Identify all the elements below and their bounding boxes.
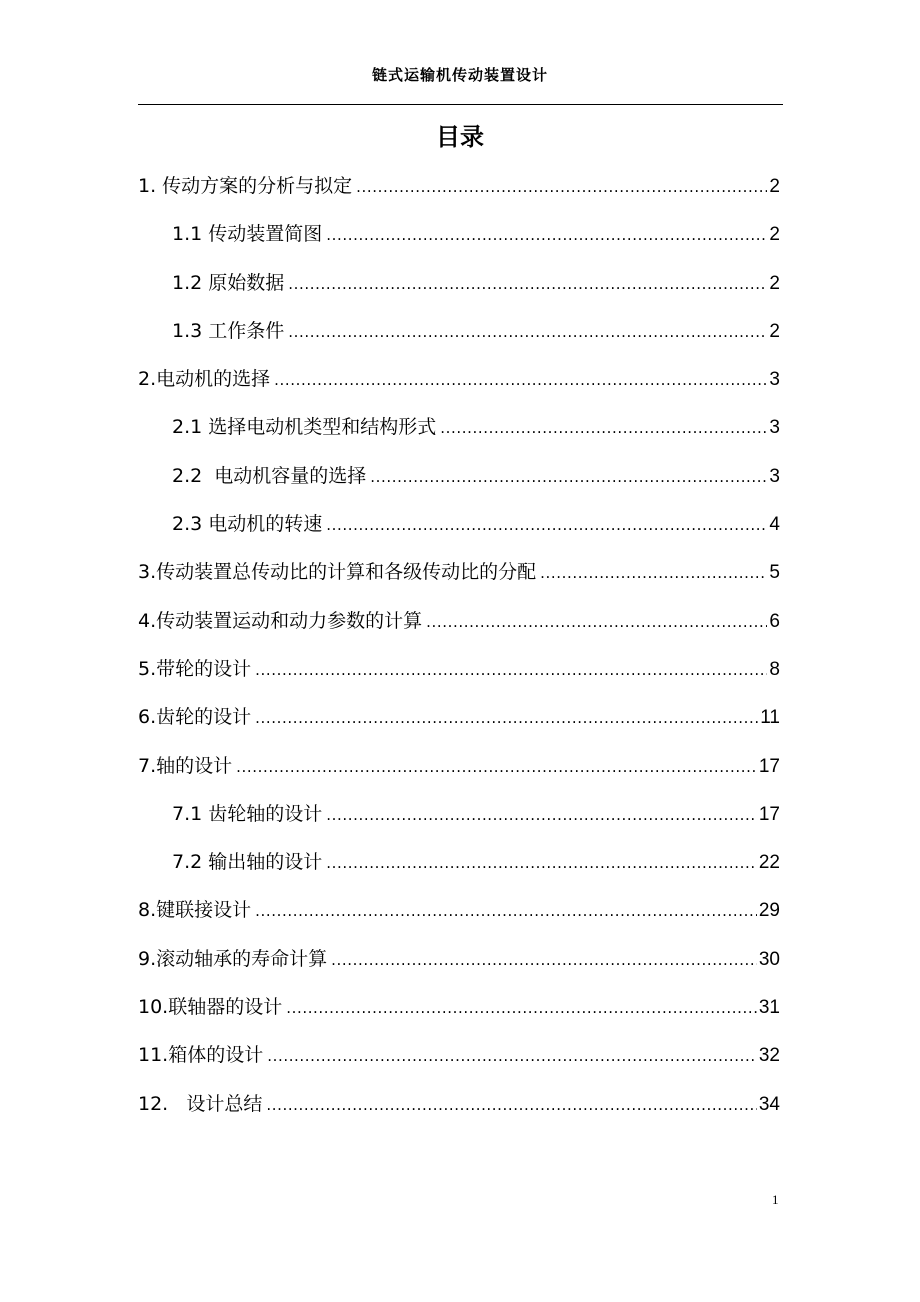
toc-entry-page: 30	[758, 948, 780, 970]
toc-entry[interactable]	[138, 838, 780, 886]
dot-leader	[326, 501, 767, 549]
toc-entry-page: 3	[769, 465, 780, 487]
toc-entry-label: 12. 设计总结	[138, 1092, 263, 1115]
dot-leader	[326, 211, 767, 259]
toc-entry-label: 2.电动机的选择	[138, 368, 271, 391]
toc-entry[interactable]	[138, 355, 780, 403]
toc-entry-page: 4	[769, 514, 780, 536]
toc-entry-label: 7.2 输出轴的设计	[172, 851, 323, 874]
toc-entry-page: 11	[760, 707, 780, 729]
toc-entry-page: 8	[769, 658, 780, 680]
toc-entry[interactable]	[138, 403, 780, 451]
toc-entry-label: 7.轴的设计	[138, 754, 233, 777]
toc-entry-label: 4.传动装置运动和动力参数的计算	[138, 609, 423, 632]
toc-entry[interactable]	[138, 597, 780, 645]
toc-entry-page: 34	[758, 1093, 780, 1115]
dot-leader	[288, 260, 767, 308]
toc-entry-page: 17	[758, 803, 780, 825]
toc-entry-page: 2	[769, 272, 780, 294]
running-header-title: 链式运输机传动装置设计	[371, 66, 548, 84]
toc-entry[interactable]	[138, 693, 780, 741]
toc-entry-label: 2.1 选择电动机类型和结构形式	[172, 416, 437, 439]
toc-entry-label: 1.1 传动装置简图	[172, 223, 323, 246]
dot-leader	[255, 646, 767, 694]
dot-leader	[288, 308, 767, 356]
toc-entry-label: 9.滚动轴承的寿命计算	[138, 947, 328, 970]
toc-entry[interactable]	[138, 307, 780, 355]
toc-entry-page: 5	[769, 562, 780, 584]
dot-leader	[274, 356, 767, 404]
toc-entry-page: 31	[758, 997, 780, 1019]
toc-entry-page: 22	[758, 852, 780, 874]
toc-entry-label: 10.联轴器的设计	[138, 996, 283, 1019]
toc-entry[interactable]	[138, 210, 780, 258]
toc-entry[interactable]	[138, 1080, 780, 1128]
page-number: 1	[772, 1192, 779, 1207]
toc-entry-page: 2	[769, 224, 780, 246]
toc-entry[interactable]	[138, 645, 780, 693]
dot-leader	[356, 163, 767, 211]
toc-entry[interactable]	[138, 886, 780, 934]
toc-entry[interactable]	[138, 452, 780, 500]
dot-leader	[370, 453, 767, 501]
toc-entry-label: 2.3 电动机的转速	[172, 513, 323, 536]
dot-leader	[266, 1081, 757, 1129]
dot-leader	[426, 598, 767, 646]
toc-entry-label: 3.传动装置总传动比的计算和各级传动比的分配	[138, 561, 537, 584]
toc-entry-page: 2	[769, 320, 780, 342]
toc-entry-label: 8.键联接设计	[138, 899, 252, 922]
toc-entry-page: 2	[769, 176, 780, 197]
table-of-contents	[138, 162, 780, 1128]
toc-entry-label: 1.3 工作条件	[172, 319, 285, 342]
toc-entry-label: 2.2 电动机容量的选择	[172, 464, 367, 487]
dot-leader	[255, 887, 757, 935]
toc-entry-label: 5.带轮的设计	[138, 657, 252, 680]
toc-entry-page: 3	[769, 417, 780, 439]
dot-leader	[440, 404, 767, 452]
toc-entry-page: 32	[758, 1045, 780, 1067]
dot-leader	[255, 694, 758, 742]
dot-leader	[326, 791, 757, 839]
dot-leader	[326, 839, 757, 887]
toc-entry[interactable]	[138, 790, 780, 838]
toc-entry-page: 29	[758, 900, 780, 922]
toc-entry-page: 3	[769, 369, 780, 391]
toc-heading: 目录	[436, 123, 484, 151]
toc-entry-label: 7.1 齿轮轴的设计	[172, 802, 323, 825]
dot-leader	[267, 1032, 757, 1080]
dot-leader	[540, 549, 767, 597]
dot-leader	[286, 984, 757, 1032]
toc-entry[interactable]	[138, 500, 780, 548]
header-divider	[138, 104, 783, 105]
toc-entry-label: 6.齿轮的设计	[138, 706, 252, 729]
toc-entry[interactable]	[138, 259, 780, 307]
dot-leader	[331, 936, 757, 984]
toc-entry[interactable]	[138, 935, 780, 983]
toc-entry-page: 17	[758, 755, 780, 777]
dot-leader	[236, 743, 757, 791]
toc-entry[interactable]	[138, 548, 780, 596]
toc-entry-page: 6	[769, 610, 780, 632]
toc-entry[interactable]	[138, 162, 780, 210]
toc-entry-label: 1.2 原始数据	[172, 271, 285, 294]
toc-entry-label: 11.箱体的设计	[138, 1044, 264, 1067]
toc-entry[interactable]	[138, 983, 780, 1031]
toc-entry[interactable]	[138, 742, 780, 790]
toc-entry-label: 1. 传动方案的分析与拟定	[138, 175, 353, 197]
toc-entry[interactable]	[138, 1031, 780, 1079]
